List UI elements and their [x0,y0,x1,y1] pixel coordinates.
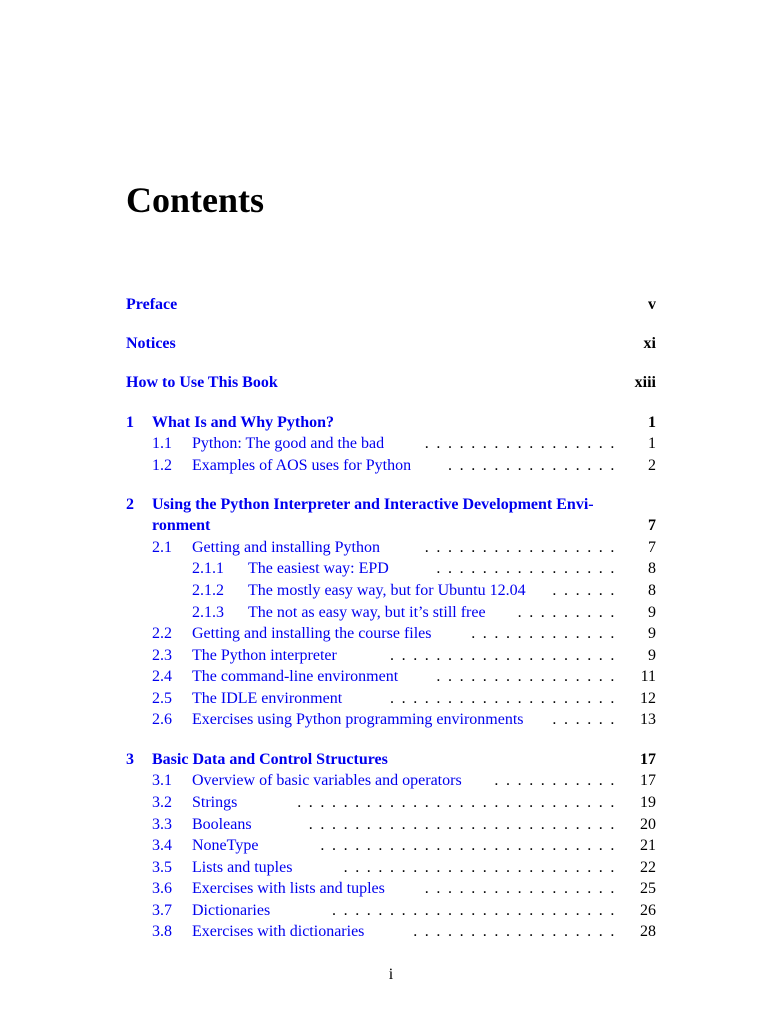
toc-entry-page: 7 [648,539,656,556]
toc-entry-sec[interactable] [0,688,782,710]
toc-entry-number[interactable]: 3.1 [152,772,172,789]
toc-entry-page: 19 [640,794,656,811]
toc-entry-page: 26 [640,902,656,919]
page-number: i [388,966,394,983]
leader-dots: ...... [552,582,622,599]
toc-entry-page: 7 [648,517,656,534]
leader-dots: ................ [436,668,622,685]
toc-entry-number[interactable]: 3.3 [152,816,172,833]
toc-entry-title[interactable]: Notices [126,335,176,352]
leader-dots: .................... [390,690,622,707]
toc-entry-page: 12 [640,690,656,707]
toc-entry-sec[interactable] [0,455,782,477]
leader-dots: .................. [413,923,622,940]
toc-entry-title[interactable]: The easiest way: EPD [248,560,389,577]
toc-entry-page: 22 [640,859,656,876]
toc-entry-title[interactable]: Booleans [192,816,252,833]
toc-entry-sec[interactable] [0,835,782,857]
toc-entry-page: 9 [648,604,656,621]
toc-entry-page: 11 [640,668,656,685]
toc-entry-title[interactable]: Overview of basic variables and operators [192,772,462,789]
toc-entry-title[interactable]: The command-line environment [192,668,399,685]
toc-entry-number[interactable]: 3.6 [152,880,172,897]
toc-entry-page: 21 [640,837,656,854]
toc-entry-page: 8 [648,582,656,599]
toc-entry-number[interactable]: 2.1 [152,539,172,556]
toc-entry-part[interactable] [0,372,782,394]
toc-entry-subsec[interactable] [0,602,782,624]
toc-entry-number[interactable]: 1.1 [152,435,172,452]
toc-entry-title[interactable]: Exercises with lists and tuples [192,880,385,897]
toc-entry-subsec[interactable] [0,558,782,580]
toc-entry-number[interactable]: 2.5 [152,690,172,707]
leader-dots: ........... [494,772,622,789]
toc-entry-number[interactable]: 3.2 [152,794,172,811]
toc-entry-title[interactable]: What Is and Why Python? [152,414,334,431]
toc-entry-page: 9 [648,625,656,642]
toc-entry-title[interactable]: How to Use This Book [126,374,278,391]
toc-entry-number[interactable]: 2.1.2 [192,582,224,599]
leader-dots: ................. [424,435,622,452]
page-title: Contents [126,180,265,220]
toc-entry-number[interactable]: 1 [126,414,134,431]
toc-entry-sec[interactable] [0,792,782,814]
toc-entry-number[interactable]: 3.4 [152,837,172,854]
toc-entry-title[interactable]: Getting and installing the course files [192,625,432,642]
toc-entry-sec[interactable] [0,666,782,688]
toc-entry-sec[interactable] [0,900,782,922]
toc-entry-number[interactable]: 2.6 [152,711,172,728]
leader-dots: ............... [448,457,622,474]
leader-dots: .................... [390,647,622,664]
toc-entry-title[interactable]: Getting and installing Python [192,539,380,556]
toc-entry-number[interactable]: 2.1.1 [192,560,224,577]
toc-entry-number[interactable]: 1.2 [152,457,172,474]
toc-entry-ch[interactable] [0,494,782,516]
toc-entry-subsec[interactable] [0,580,782,602]
toc-entry-part[interactable] [0,294,782,316]
toc-entry-sec[interactable] [0,878,782,900]
toc-entry-title[interactable]: The Python interpreter [192,647,337,664]
toc-entry-page: 1 [648,435,656,452]
leader-dots: ................. [424,539,622,556]
leader-dots: .......................... [320,837,622,854]
toc-entry-page: v [648,296,656,313]
toc-entry-sec[interactable] [0,433,782,455]
toc-entry-title[interactable]: Examples of AOS uses for Python [192,457,412,474]
toc-entry-number[interactable]: 3 [126,751,134,768]
leader-dots: ......... [517,604,622,621]
toc-entry-page: 25 [640,880,656,897]
toc-entry-title[interactable]: Lists and tuples [192,859,293,876]
toc-entry-title[interactable]: NoneType [192,837,259,854]
toc-entry-title[interactable]: The IDLE environment [192,690,343,707]
toc-entry-sec[interactable] [0,537,782,559]
toc-entry-number[interactable]: 2.2 [152,625,172,642]
leader-dots: ........................ [343,859,622,876]
toc-entry-page: 28 [640,923,656,940]
leader-dots: ............................ [297,794,622,811]
leader-dots: ......................... [332,902,622,919]
toc-entry-sec[interactable] [0,709,782,731]
toc-entry-ch[interactable] [0,515,782,537]
toc-entry-page: 9 [648,647,656,664]
toc-entry-page: 17 [640,772,656,789]
toc-entry-sec[interactable] [0,857,782,879]
toc-entry-title[interactable]: The mostly easy way, but for Ubuntu 12.04 [248,582,526,599]
toc-entry-page: 17 [640,751,656,768]
toc-entry-page: 13 [640,711,656,728]
toc-entry-title[interactable]: The not as easy way, but it’s still free [248,604,486,621]
toc-entry-title[interactable]: Basic Data and Control Structures [152,751,388,768]
leader-dots: ........................... [308,816,622,833]
toc-entry-sec[interactable] [0,921,782,943]
toc-entry-title[interactable]: Python: The good and the bad [192,435,385,452]
leader-dots: ................ [436,560,622,577]
toc-entry-title[interactable]: Exercises with dictionaries [192,923,365,940]
toc-entry-part[interactable] [0,333,782,355]
toc-entry-title[interactable]: Strings [192,794,238,811]
leader-dots: ...... [552,711,622,728]
toc-entry-ch[interactable] [0,412,782,434]
leader-dots: ................. [424,880,622,897]
toc-entry-sec[interactable] [0,623,782,645]
toc-entry-title-continued[interactable]: ronment [152,517,211,534]
toc-entry-number[interactable]: 2.1.3 [192,604,224,621]
toc-entry-title[interactable]: Exercises using Python programming environments [192,711,524,728]
toc-entry-number[interactable]: 2.4 [152,668,172,685]
toc-entry-number[interactable]: 2.3 [152,647,172,664]
toc-entry-title[interactable]: Preface [126,296,178,313]
toc-entry-ch[interactable] [0,749,782,771]
toc-entry-page: xiii [634,374,656,391]
toc-entry-page: 8 [648,560,656,577]
toc-entry-sec[interactable] [0,770,782,792]
toc-entry-number[interactable]: 2 [126,496,134,513]
toc-entry-sec[interactable] [0,645,782,667]
toc-entry-number[interactable]: 3.8 [152,923,172,940]
leader-dots: ............. [471,625,622,642]
toc-entry-page: 2 [648,457,656,474]
toc-entry-title[interactable]: Using the Python Interpreter and Interactive Development Envi- [152,496,594,513]
toc-entry-page: xi [643,335,656,352]
toc-entry-page: 20 [640,816,656,833]
toc-entry-sec[interactable] [0,814,782,836]
toc-entry-page: 1 [648,414,656,431]
toc-entry-number[interactable]: 3.7 [152,902,172,919]
toc-entry-title[interactable]: Dictionaries [192,902,271,919]
toc-entry-number[interactable]: 3.5 [152,859,172,876]
